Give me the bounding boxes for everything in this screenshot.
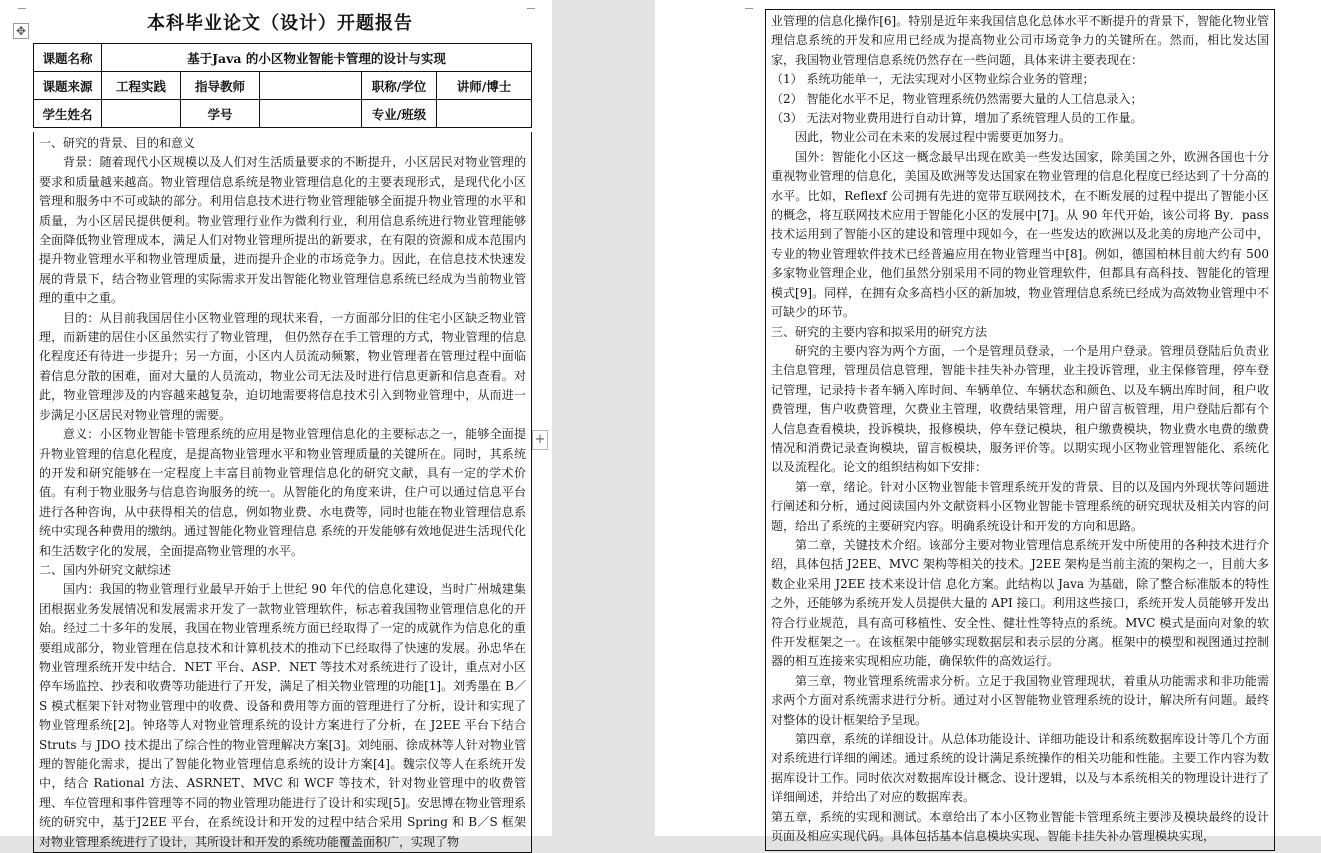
advisor-value[interactable] xyxy=(260,72,362,100)
add-column-button[interactable]: + xyxy=(532,430,548,450)
label-student: 学生姓名 xyxy=(34,100,102,128)
paragraph: 目的：从目前我国居住小区物业管理的现状来看，一方面部分旧的住宅小区缺乏物业管理，而新建的居住小区虽然实行了物业管理， 但仍然存在手工管理的方式，物业管理的信息化程度还有待进一步提升；另一方面，小区内人员流动频繁，物业管理者在管理过程中面临着信息分散的困难，面对大量的人员流动，物业公司无法及时进行信息更新和信息查看。对此，物业管理涉及的内容越来越复杂，迫切地需要将信息技术引入到物业管理中，从而进一步满足小区居民对物业管理的需要。 xyxy=(39,310,526,422)
section-heading: （1） 系统功能单一，无法实现对小区物业综合业务的管理； xyxy=(771,72,1095,87)
table-row xyxy=(34,44,532,72)
page-corner-mark xyxy=(745,8,753,9)
paragraph: 第三章，物业管理系统需求分析。立足于我国物业管理现状，着重从功能需求和非功能需求两个方面对系统需求进行分析。通过对小区智能物业管理系统的设计，解决所有问题。最终对整体的设计框架给予呈现。 xyxy=(771,673,1269,727)
paragraph: 国外：智能化小区这一概念最早出现在欧美一些发达国家，除美国之外，欧洲各国也十分重视物业管理的信息化，美国及欧洲等发达国家在物业管理的信息化程度已经达到了十分高的水平。比如，Reflexf 公司拥有先进的宽带互联网技术，在不断发展的过程中提出了智能小区的概念，将互联网技术应用于智能化小区的发展中[7]。从 90 年代开始，该公司将 By．pass 技术运用到了智能小区的建设和管理中现如今，在一些发达的欧洲以及北美的房地产公司中，专业的物业管理软件技术已经普遍应用在物业管理当中[8]。例如，德国柏林目前大约有 500 多家物业管理企业，他们虽然分别采用不同的物业管理软件，但都具有高科技、智能化的管理模式[9]。同样，在拥有众多高档小区的新加坡，物业管理信息系统已经成为高效物业管理中不可缺少的环节。 xyxy=(771,149,1269,320)
body-text-right[interactable] xyxy=(766,10,1274,846)
topic-value[interactable]: 基于Java 的小区物业智能卡管理的设计与实现 xyxy=(102,44,532,72)
document-page-left xyxy=(0,0,552,849)
paragraph: 第一章，绪论。针对小区物业智能卡管理系统开发的背景、目的以及国内外现状等问题进行阐述和分析，通过阅读国内外文献资料小区物业智能卡管理系统的研究现状及相关内容的问题，给出了系统的主要研究内容。明确系统设计和开发的方向和思路。 xyxy=(771,479,1269,533)
paragraph: 意义：小区物业智能卡管理系统的应用是物业管理信息化的主要标志之一，能够全面提升物业管理的信息化程度，是提高物业管理水平和物业管理质量的关键所在。同时，其系统的开发和研究能够在一定程度上丰富目前物业管理信息化的研究文献，具有一定的学术价值。有利于物业服务与信息咨询服务的统一。从智能化的角度来讲，住户可以通过信息平台进行各种咨询，从中获得相关的信息，例如物业费、水电费等，同时也能在物业管理信息系统中实现各种费用的缴纳。通过智能化物业管理信息 系统的开发能够有效地促进生活现代化和生活数字化的发展，全面提高物业管理的水平。 xyxy=(39,427,526,558)
body-text-left[interactable] xyxy=(34,132,531,852)
table-row xyxy=(34,72,532,100)
label-title: 职称/学位 xyxy=(362,72,437,100)
section-heading: 业管理的信息化操作[6]。特别是近年来我国信息化总体水平不断提升的背景下，智能化物业管理信息系统的开发和应用已经成为提高物业公司市场竞争力的关键所在。然而，相比发达国家，我国物业管理信息系统仍然存在一些问题，具体来讲主要表现在： xyxy=(771,14,1269,67)
id-value[interactable] xyxy=(260,100,362,128)
page-gap xyxy=(636,0,655,836)
label-topic: 课题名称 xyxy=(34,44,102,72)
content-box-right xyxy=(765,9,1275,851)
section-heading: 三、研究的主要内容和拟采用的研究方法 xyxy=(771,324,988,339)
label-class: 专业/班级 xyxy=(362,100,437,128)
section-heading: 二、国内外研究文献综述 xyxy=(39,562,172,577)
label-id: 学号 xyxy=(181,100,260,128)
page-corner-mark xyxy=(18,8,26,9)
section-heading: （3） 无法对物业费用进行自动计算，增加了系统管理人员的工作量。 xyxy=(771,111,1143,126)
section-heading: 一、研究的背景、目的和意义 xyxy=(39,136,196,150)
label-source: 课题来源 xyxy=(34,72,102,100)
table-move-handle-icon[interactable]: ✥ xyxy=(13,23,29,39)
table-row xyxy=(34,100,532,128)
student-value[interactable] xyxy=(102,100,181,128)
document-title: 本科毕业论文（设计）开题报告 xyxy=(147,13,413,34)
paragraph: 研究的主要内容为两个方面，一个是管理员登录，一个是用户登录。管理员登陆后负责业主信息管理，管理员信息管理，智能卡挂失补办管理，业主投诉管理，业主保修管理，停车登记管理，记录持卡者车辆入库时间、车辆单位、车辆状态和颜色、以及车辆出库时间，租户收费管理，售户收费管理，欠费业主管理，收费结果管理，用户留言板管理，用户登陆后都有个人信息查看模块，投诉模块，报修模块，停车登记模块，租户缴费模块，物业费水电费的缴费情况和消费记录查询模块，留言板模块，服务评价等。以期实现小区物业管理智能化、系统化以及流程化。论文的组织结构如下安排： xyxy=(771,343,1269,475)
content-box-left xyxy=(33,132,532,853)
paragraph: 国内：我国的物业管理行业最早开始于上世纪 90 年代的信息化建设，当时广州城建集团根据业务发展情况和发展需求开发了一款物业管理软件，标志着我国物业管理信息化的开始。经过二十多年的发展，我国在物业管理系统方面已经取得了一定的成就作为信息化的重要组成部分，物业管理在信息技术和计算机技术的推动下已经取得了快速的发展。孙忠华在物业管理系统开发中结合．NET 平台、ASP．NET 等技术对系统进行了设计，重点对小区停车场监控、抄表和收费等功能进行了开发，满足了相关物业管理的功能[1]。刘秀墨在 B／S 模式框架下针对物业管理中的收费、设备和费用等方面的管理进行了分析，设计和实现了物业管理系统[2]。钟珞等人对物业管理系统的设计方案进行了分析，在 J2EE 平台下结合 Struts 与 JDO 技术提出了综合性的物业管理解决方案[3]。刘纯丽、徐成林等人针对物业管理的智能化需求，提出了智能化物业管理信息系统的设计方案[4]。魏宗仪等人在系统开发中，结合 Rational 方法、ASRNET、MVC 和 WCF 等技术，针对物业管理中的收费管理、车位管理和事件管理等不同的物业管理功能进行了设计和实现[5]。安思博在物业管理系统的研究中，基于J2EE 平台，在系统设计和开发的过程中结合采用 Spring 和 B／S 框架对物业管理系统进行了设计，其所设计和开发的系统功能覆盖面积广，实现了物 xyxy=(39,582,526,849)
paragraph: 第四章，系统的详细设计。从总体功能设计、详细功能设计和系统数据库设计等几个方面对系统进行详细的阐述。通过系统的设计满足系统操作的相关功能和性能。主要工作内容为数据库设计工作。同时依次对数据库设计概念、设计逻辑，以及与本系统相关的物理设计进行了详细阐述，并给出了对应的数据库表。 xyxy=(771,732,1269,805)
paragraph: 第二章，关键技术介绍。该部分主要对物业管理信息系统开发中所使用的各种技术进行介绍，具体包括 J2EE、MVC 架构等相关的技术。J2EE 架构是当前主流的架构之一，目前大多数企业采用 J2EE 技术来设计信 息化方案。此结构以 Java 为基础，除了整合标准版本的特性之外，还能够为系统开发人员提供大量的 API 接口。利用这些接口，系统开发人员能够开发出符合行业规范，具有高可移植性、安全性、健壮性等特点的系统。MVC 模式是面向对象的软件开发框架之一。在该框架中能够实现数据层和表示层的分离。框架中的模型和视图通过控制器的相互连接来实现相应功能，确保软件的高效运行。 xyxy=(771,537,1269,669)
section-heading: 第五章，系统的实现和测试。本章给出了本小区物业智能卡管理系统主要涉及模块最终的设计页面及相应实现代码。具体包括基本信息模块实现、智能卡挂失补办管理模块实现， xyxy=(771,809,1269,844)
source-value[interactable]: 工程实践 xyxy=(102,72,181,100)
info-table xyxy=(33,43,532,128)
document-page-right xyxy=(655,0,1321,844)
paragraph: 因此，物业公司在未来的发展过程中需要更加努力。 xyxy=(795,130,1072,145)
paragraph: 背景：随着现代小区规模以及人们对生活质量要求的不断提升，小区居民对物业管理的要求和质量越来越高。物业管理信息系统是物业管理信息化的主要表现形式，是现代化小区管理和服务中不可或缺的部分。利用信息技术进行物业管理能够全面提升物业管理的水平和质量，为小区居民提供便利。物业管理行业作为微利行业，利用信息系统进行物业管理能够全面降低物业管理成本，满足人们对物业管理所提出的新要求，在有限的资源和成本范围内提升物业管理水平和物业管理质量，进而提升企业的市场竞争力。因此，在信息技术快速发展的背景下，结合物业管理的实际需求开发出智能化物业管理信息系统已经成为当前物业管理的重中之重。 xyxy=(39,155,526,306)
section-heading: （2） 智能化水平不足，物业管理系统仍然需要大量的人工信息录入； xyxy=(771,91,1143,106)
label-advisor: 指导教师 xyxy=(181,72,260,100)
class-value[interactable] xyxy=(437,100,532,128)
title-value[interactable]: 讲师/博士 xyxy=(437,72,532,100)
